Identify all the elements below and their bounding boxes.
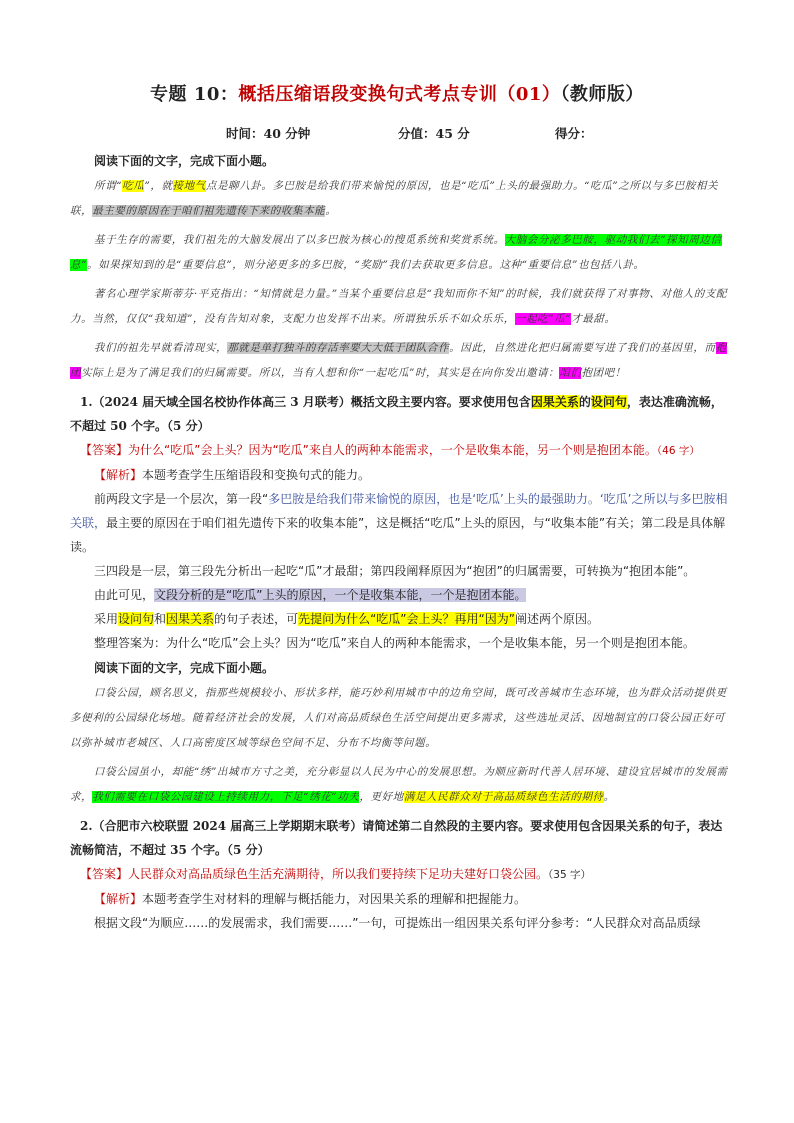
question-1: 1.（2024 届天域全国名校协作体高三 3 月联考）概括文段主要内容。要求使用包含因果关系的设问句，表达准确流畅，不超过 50 个字。（5 分） <box>70 395 723 433</box>
passage1-paragraph-2: 基于生存的需要，我们祖先的大脑发展出了以多巴胺为核心的搜觅系统和奖赏系统。大脑会分泌多巴胺，驱动我们去“探知周边信息”。如果探知到的是“重要信息”，则分泌更多的多巴胺，“奖励”我们去获取更多信息。这种“重要信息”也包括八卦。 <box>70 234 722 271</box>
analysis-1-para-6: 整理答案为：为什么“吃瓜”会上头？因为“吃瓜”来自人的两种本能需求，一个是收集本能，另一个则是抱团本能。 <box>94 636 695 650</box>
analysis-1-para-4: 由此可见，文段分析的是“吃瓜”上头的原因，一个是收集本能，一个是抱团本能。 <box>94 588 527 602</box>
analysis-1-intro: 【解析】本题考查学生压缩语段和变换句式的能力。 <box>94 468 371 482</box>
answer-2: 【答案】人民群众对高品质绿色生活充满期待，所以我们要持续下足功夫建好口袋公园。（35 字） <box>80 867 591 881</box>
reading-instruction-2: 阅读下面的文字，完成下面小题。 <box>94 661 275 675</box>
title-prefix: 专题 10： <box>150 84 239 105</box>
answer-1: 【答案】为什么“吃瓜”会上头？因为“吃瓜”来自人的两种本能需求，一个是收集本能，另一个则是抱团本能。（46 字） <box>80 443 700 457</box>
analysis-2-para-2: 根据文段“为顺应……的发展需求，我们需要……”一句，可提炼出一组因果关系句评分参考：“人民群众对高品质绿 <box>94 916 701 930</box>
passage2-paragraph-1: 口袋公园，顾名思义，指那些规模较小、形状多样，能巧妙利用城市中的边角空间，既可改善城市生态环境，也为群众活动提供更多便利的公园绿化场地。随着经济社会的发展，人们对高品质绿色生活空间提出更多需求，这些选址灵活、因地制宜的口袋公园正好可以弥补城市老城区、人口高密度区域等绿色空间不足、分布不均衡等问题。 <box>70 687 727 749</box>
passage1-paragraph-4: 我们的祖先早就看清现实，那就是单打独斗的存活率要大大低于团队合作。因此，自然进化把归属需要写进了我们的基因里，而抱团实际上是为了满足我们的归属需要。所以，当有人想和你“一起吃瓜”时，其实是在向你发出邀请：咱们抱团吧！ <box>70 342 727 379</box>
analysis-1-para-2: 前两段文字是一个层次，第一段“多巴胺是给我们带来愉悦的原因，也是‘吃瓜’上头的最强助力。‘吃瓜’之所以与多巴胺相关联，最主要的原因在于咱们祖先遗传下来的收集本能”，这是概括“吃瓜”上头的原因，与“收集本能”有关；第二段是具体解读。 <box>70 492 728 554</box>
question-2: 2.（合肥市六校联盟 2024 届高三上学期期末联考）请简述第二自然段的主要内容。要求使用包含因果关系的句子，表达流畅简洁，不超过 35 个字。（5 分） <box>70 819 723 857</box>
get-score-label: 得分： <box>555 126 593 141</box>
page-title <box>0 80 794 106</box>
passage2-paragraph-2: 口袋公园虽小，却能“绣”出城市方寸之美，充分彰显以人民为中心的发展思想。为顺应新时代善人居环境、建设宜居城市的发展需求，我们需要在口袋公园建设上持续用力，下足“绣花”功夫，更好地满足人民群众对于高品质绿色生活的期待。 <box>70 766 728 803</box>
reading-instruction-1: 阅读下面的文字，完成下面小题。 <box>94 154 275 168</box>
document-body <box>70 148 730 935</box>
passage1-paragraph-3: 著名心理学家斯蒂芬·平克指出：“知情就是力量。”当某个重要信息是“我知而你不知”的时候，我们就获得了对事物、对他人的支配力。当然，仅仅“我知道”，没有告知对象，支配力也发挥不出来。所谓独乐乐不如众乐乐，一起吃“瓜”才最甜。 <box>70 288 728 325</box>
time-label: 时间：40 分钟 <box>226 126 311 141</box>
title-main: 概括压缩语段变换句式考点专训（01） <box>238 84 561 105</box>
score-label: 分值：45 分 <box>398 126 470 141</box>
analysis-2-intro: 【解析】本题考查学生对材料的理解与概括能力，对因果关系的理解和把握能力。 <box>94 892 527 906</box>
analysis-1-para-5: 采用设问句和因果关系的句子表述，可先提问为什么“吃瓜”会上头？再用“因为”阐述两个原因。 <box>94 612 599 626</box>
passage1-paragraph-1: 所谓“吃瓜”，就接地气点是聊八卦。多巴胺是给我们带来愉悦的原因，也是“吃瓜”上头的最强助力。“吃瓜”之所以与多巴胺相关联，最主要的原因在于咱们祖先遗传下来的收集本能。 <box>70 180 719 217</box>
title-suffix: （教师版） <box>560 84 644 105</box>
analysis-1-para-3: 三四段是一层，第三段先分析出一起吃“瓜”才最甜；第四段阐释原因为“抱团”的归属需要，可转换为“抱团本能”。 <box>94 564 696 578</box>
